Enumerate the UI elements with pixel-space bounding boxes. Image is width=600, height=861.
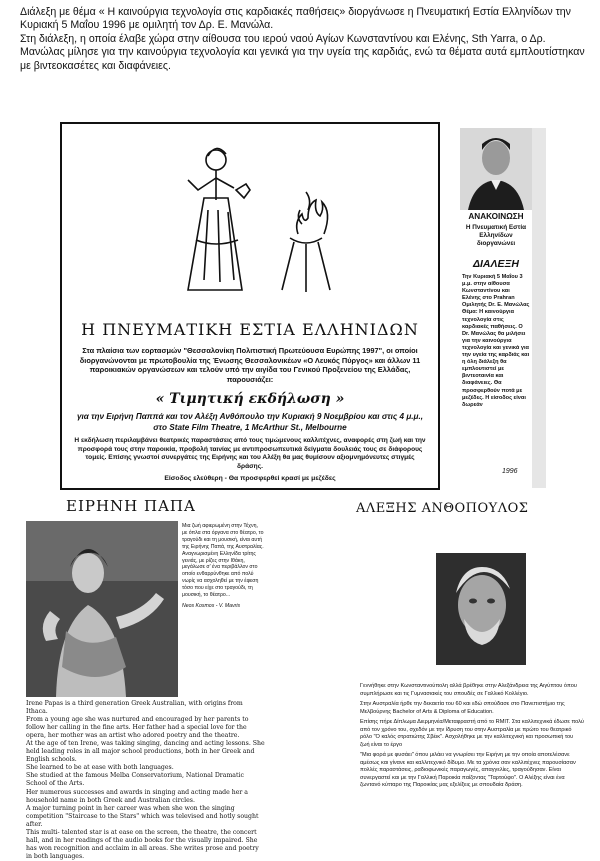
intro-line-1: Διάλεξη με θέμα « Η καινούργια τεχνολογία στις καρδιακές παθήσεις» διοργάνωσε η Πνευματική Εστία Ελληνίδων την Κυριακή 5 Μαΐου 1996 με ομιλητή τον Δρ. Ε. Μανώλα. <box>20 6 571 32</box>
announcement-event-name: « Τιμητική εκδήλωση » <box>155 391 345 407</box>
announcement-footer: Είσοδος ελεύθερη - Θα προσφερθεί κρασί με μεζέδες <box>164 475 336 482</box>
performer-portrait-icon <box>26 521 178 697</box>
ancient-figure-illustration <box>158 130 358 300</box>
alexis-paragraph: Επίσης πήρε Δίπλωμα Διερμηνέα/Μεταφραστή από το RMIT. Στα καλλιτεχνικά έδωσε πολύ από τον χρόνο του, σχεδόν με την ίδρυση του στην Αυστραλία με πρώτο του θεατρικό ρόλο "Ο καλός στρατιώτης Σβέικ". Ασχολήθηκε με την καλλιτεχνική και προσωπική του ζωή είναι το έργο <box>360 719 584 748</box>
intro-text <box>20 6 590 73</box>
irene-paragraph: This multi- talented star is at ease on the screen, the theatre, the concert hall, and in her readings of the audio books for the visually impaired. She has won recognition and acclaim in all areas. She writes prose and poetry in both languages. <box>26 828 259 860</box>
irene-greek-body: Μια ζωή αφιερωμένη στην Τέχνη, με όπλα στα όργανα στο θέατρο, το τραγούδι και τη μουσική, είναι αυτή της Ειρήνης Παπά, της Αυστραλίας. Αναγνωρισμένη Ελληνίδα τρίτης γενιάς, με ρίζες στην Ιθάκη, μεγάλωσε σ' ένα περιβάλλον στο οποίο ενθαρρύνθηκε από πολύ νωρίς να ασχοληθεί με την έφεση τόσο που είχε στο τραγούδι, τη μουσική, το θέατρο... <box>182 523 264 599</box>
irene-paragraph: She studied at the famous Melba Conservatorium, National Dramatic School of the Arts. <box>26 772 244 788</box>
notice-subheading: ΔΙΑΛΕΞΗ <box>472 258 520 270</box>
notice-organizer: Η Πνευματική Εστία Ελληνίδων διοργανώνει <box>465 224 527 247</box>
alexis-paragraph: Γεννήθηκε στην Κωνσταντινούπολη αλλά βρέθηκε στην Αλεξάνδρεια της Αιγύπτου όπου συμπλήρωσε και τις Γυμνασιακές του σπουδές σε Γαλλικό Κολλέγιο. <box>360 683 577 697</box>
irene-english-text <box>26 700 266 861</box>
irene-paragraph: At the age of ten Irene, was taking singing, dancing and acting lessons. She held leading roles in all major school productions, both in her Greek and English schools. <box>26 740 265 764</box>
notice-clipping <box>460 128 532 484</box>
alexis-paragraph: "Μια φορά με φυσάει" όπου μιλάει να γνωρίσει την Ειρήνη με την οποία αποτελέσανε αμέσως και γίνανε και καλλιτεχνικό δίδυμο. Με τα χρόνια σαν καλλιτέχνες παρουσίασαν πολλές παραστάσεις, ραδιοφωνικές παραγωγές, απαγγελίες, τραγούδησαν. Είναι συνεργαστεί και με την Γαλλική Παροικία παίζοντας "Ταρτούφο". Ο Αλέξης είναι ένα ζωντανό κύτταρο της Παροικίας μας εξελίξεις με σπουδαία δράση. <box>360 752 576 788</box>
intro-line-2: Στη διάλεξη, η οποία έλαβε χώρα στην αίθουσα του ιερού ναού Αγίων Κωνσταντίνου και Ελένης, Sth Yarra, ο Δρ. Μανώλας μίλησε για την καινούργια τεχνολογία και γενικά για την υγεία της καρδιάς, ενώ τα θέματα αυτά εμπλουτίστηκαν με βιντεοκασέτες και διαφάνειες. <box>20 32 585 72</box>
notice-heading: ΑΝΑΚΟΙΝΩΣΗ <box>468 212 524 221</box>
irene-greek-text <box>182 523 264 610</box>
irene-papa-clipping <box>26 497 266 860</box>
alexis-paragraph: Στην Αυστραλία ήρθε την δεκαετία του 60 και εδώ σπούδασε στο Πανεπιστήμιο της Μελβούρνης Bachelor of Arts & Diploma of Education. <box>360 701 565 715</box>
speaker-photo <box>460 128 532 210</box>
notice-text: Την Κυριακή 5 Μαΐου 3 μ.μ. στην αίθουσα Κωνσταντίνου και Ελένης στο Prahran Ομιλητής Dr. E. Μανώλας Θέμα: Η καινούργια τεχνολογία στις καρδιακές παθήσεις. Ο Dr. Μανώλας θα μιλήσει για την καινούργια τεχνολογία και γενικά για την υγεία της καρδιάς και η όλη διάλεξη θα εμπλουτιστεί με βιντεοταινία και διαφάνειες. Θα προσφερθούν ποτά με μεζέδες. Η είσοδος είναι δωρεάν <box>462 274 530 408</box>
irene-paragraph: Irene Papas is a third generation Greek Australian, with origins from Ithaca. <box>26 700 243 716</box>
irene-name: ΕΙΡΗΝΗ ΠΑΠΑ <box>66 497 196 515</box>
irene-paragraph: Her numerous successes and awards in singing and acting made her a household name in both Greek and Australian circles. <box>26 788 248 804</box>
alexis-name: ΑΛΕΞΗΣ ΑΝΘΟΠΟΥΛΟΣ <box>356 501 529 516</box>
announcement-details: για την Ειρήνη Παππά και τον Αλέξη Ανθόπουλο την Κυριακή 9 Νοεμβρίου και στις 4 μ.μ., στο State Film Theatre, 1 McArthur St., Melbourne <box>76 412 424 432</box>
announcement-description: Η εκδήλωση περιλαμβάνει θεατρικές παραστάσεις από τους τιμώμενους καλλιτέχνες, αναφορές στη ζωή και την προσφορά τους στην παροικία, προβολή ταινίας με αντιπροσωπευτικά δείγματα δουλειάς τους σε διάφορους τομείς. Επίσης γνωστοί συνεργάτες της Ειρήνης και του Αλέξη θα μας θυμίσουν αξιομνημόνευτες στιγμές δράσης. <box>74 437 426 470</box>
announcement-clipping <box>60 122 440 490</box>
portrait-icon <box>460 128 532 210</box>
alexis-anthopoulos-clipping <box>352 497 588 827</box>
clipping-shadow <box>532 128 546 488</box>
irene-paragraph: From a young age she was nurtured and encouraged by her parents to follow her calling in the fine arts. Her father had a special love for the opera, her mother was an artist who adored poetry and the theatre. <box>26 716 249 740</box>
irene-paragraph: She learned to be at ease with both languages. <box>26 764 174 772</box>
alexis-biography <box>360 683 584 793</box>
irene-paragraph: A major turning point in her career was when she won the singing competition "Staircase to the Stars" which was televised and hotly sought after. <box>26 804 259 828</box>
irene-photo <box>26 521 178 697</box>
announcement-intro: Στα πλαίσια των εορτασμών "Θεσσαλονίκη Πολιτιστική Πρωτεύουσα Ευρώπης 1997", οι οποίοι διοργανώνονται με πρωτοβουλία της Ένωσης Θεσσαλονικέων «Ο Λευκός Πύργος» και άλλων 11 παροικιακών οργανώσεων και τελούν υπό την αιγίδα του Γενικού Προξενείου της Ελλάδας, παρουσιάζει: <box>79 346 421 384</box>
man-portrait-icon <box>436 553 526 665</box>
alexis-photo <box>436 553 526 665</box>
irene-source: Neos Kosmos - V. Mavris <box>182 602 241 609</box>
announcement-title: Η ΠΝΕΥΜΑΤΙΚΗ ΕΣΤΙΑ ΕΛΛΗΝΙΔΩΝ <box>81 320 419 339</box>
notice-year: 1996 <box>502 468 518 475</box>
